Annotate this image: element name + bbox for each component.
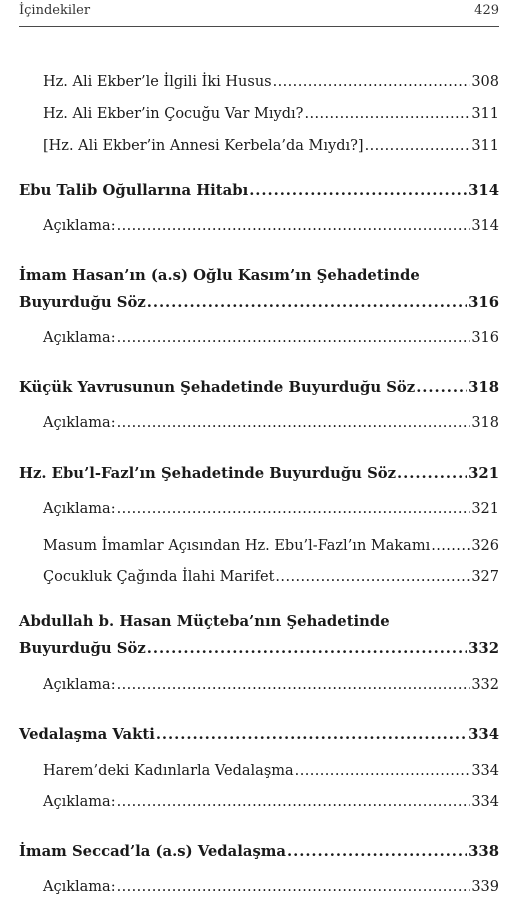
dot-leader — [397, 463, 467, 485]
toc-entry-label: Açıklama: — [43, 677, 116, 693]
toc-entry-label: Açıklama: — [43, 879, 116, 895]
toc-chapter-entry[interactable] — [19, 463, 499, 485]
toc-entry-label: Buyurduğu Söz — [19, 640, 146, 657]
toc-entry-label: Ebu Talib Oğullarına Hitabı — [19, 182, 249, 199]
dot-leader — [117, 327, 471, 349]
toc-entry-page: 321 — [468, 465, 499, 482]
toc-entry-label: Açıklama: — [43, 794, 116, 810]
toc-chapter-entry[interactable] — [19, 724, 499, 746]
toc-entry-page: 338 — [468, 843, 499, 860]
toc-entry-page: 339 — [471, 879, 499, 895]
toc-entry-page: 316 — [471, 330, 499, 346]
toc-chapter-title-line1: Abdullah b. Hasan Müçteba’nın Şehadetinde — [19, 613, 390, 630]
dot-leader — [117, 498, 471, 520]
toc-entry-label: Hz. Ali Ekber’in Çocuğu Var Mıydı? — [43, 106, 304, 122]
toc-chapter-entry[interactable] — [19, 180, 499, 202]
dot-leader — [117, 215, 471, 237]
toc-entry[interactable] — [43, 674, 499, 696]
toc-entry-page: 327 — [471, 569, 499, 585]
toc-entry[interactable] — [43, 498, 499, 520]
toc-entry[interactable] — [43, 71, 499, 93]
running-header-page-number: 429 — [474, 3, 499, 18]
toc-chapter-entry[interactable] — [19, 377, 499, 399]
toc-entry[interactable] — [43, 791, 499, 813]
toc-entry-page: 316 — [468, 294, 499, 311]
toc-entry-page: 321 — [471, 501, 499, 517]
running-header-title: İçindekiler — [19, 3, 91, 18]
toc-chapter-entry[interactable] — [19, 841, 499, 863]
toc-entry-page: 334 — [471, 763, 499, 779]
toc-entry-label: Açıklama: — [43, 218, 116, 234]
toc-chapter-title-line1: İmam Hasan’ın (a.s) Oğlu Kasım’ın Şehadetinde — [19, 267, 420, 284]
dot-leader — [156, 724, 467, 746]
toc-entry-page: 318 — [471, 415, 499, 431]
toc-entry-page: 318 — [468, 379, 499, 396]
toc-chapter-entry[interactable] — [19, 638, 499, 660]
toc-entry[interactable] — [43, 876, 499, 898]
toc-entry[interactable] — [43, 535, 499, 557]
toc-chapter-entry[interactable] — [19, 292, 499, 314]
running-header — [19, 0, 499, 27]
dot-leader — [416, 377, 467, 399]
toc-entry-label: Hz. Ebu’l-Fazl’ın Şehadetinde Buyurduğu Söz — [19, 465, 397, 482]
toc-entry-label: Vedalaşma Vakti — [19, 726, 155, 743]
dot-leader — [275, 566, 470, 588]
dot-leader — [295, 760, 471, 782]
toc-entry-page: 334 — [468, 726, 499, 743]
toc-entry[interactable] — [43, 566, 499, 588]
toc-entry-label: Harem’deki Kadınlarla Vedalaşma — [43, 763, 294, 779]
toc-entry-page: 332 — [471, 677, 499, 693]
toc-entry-label: Küçük Yavrusunun Şehadetinde Buyurduğu Söz — [19, 379, 416, 396]
toc-entry-page: 311 — [471, 106, 499, 122]
dot-leader — [117, 791, 471, 813]
dot-leader — [431, 535, 470, 557]
toc-entry-page: 326 — [471, 538, 499, 554]
toc-entry-page: 308 — [471, 74, 499, 90]
toc-entry-label: Buyurduğu Söz — [19, 294, 146, 311]
toc-entry[interactable] — [43, 215, 499, 237]
toc-entry-label: [Hz. Ali Ekber’in Annesi Kerbela’da Mıydı?] — [43, 138, 364, 154]
toc-entry[interactable] — [43, 412, 499, 434]
dot-leader — [249, 180, 467, 202]
toc-entry-page: 311 — [471, 138, 499, 154]
toc-entry[interactable] — [43, 135, 499, 157]
toc-entry-label: Çocukluk Çağında İlahi Marifet — [43, 569, 275, 585]
toc-entry[interactable] — [43, 760, 499, 782]
dot-leader — [273, 71, 471, 93]
toc-entry-label: Açıklama: — [43, 415, 116, 431]
toc-entry[interactable] — [43, 327, 499, 349]
toc-entry-page: 314 — [468, 182, 499, 199]
dot-leader — [304, 103, 470, 125]
toc-entry-page: 314 — [471, 218, 499, 234]
dot-leader — [287, 841, 467, 863]
toc-entry-label: Açıklama: — [43, 330, 116, 346]
toc-entry-label: Açıklama: — [43, 501, 116, 517]
toc-entry-label: Masum İmamlar Açısından Hz. Ebu’l-Fazl’ın Makamı — [43, 538, 431, 554]
dot-leader — [365, 135, 471, 157]
dot-leader — [117, 674, 471, 696]
dot-leader — [117, 412, 471, 434]
toc-entry[interactable] — [43, 103, 499, 125]
dot-leader — [147, 292, 467, 314]
toc-entry-page: 332 — [468, 640, 499, 657]
toc-entry-label: İmam Seccad’la (a.s) Vedalaşma — [19, 843, 287, 860]
dot-leader — [147, 638, 467, 660]
toc-entry-page: 334 — [471, 794, 499, 810]
dot-leader — [117, 876, 471, 898]
toc-entry-label: Hz. Ali Ekber’le İlgili İki Husus — [43, 74, 272, 90]
